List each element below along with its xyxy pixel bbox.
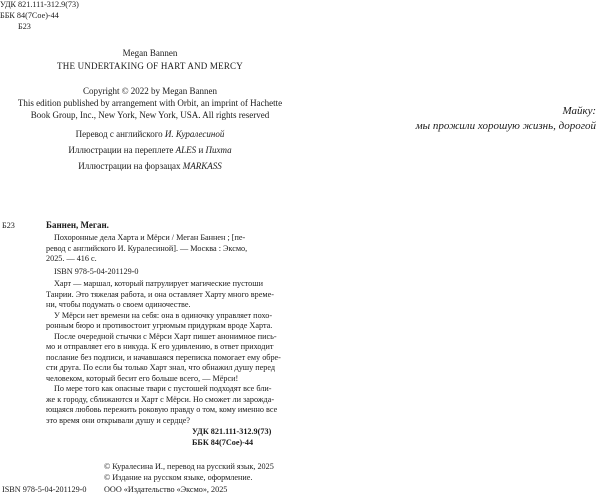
annotation-line: послание без подписи, и начавшаяся переписка помогает ему обре- bbox=[46, 352, 281, 362]
annotation-line: ронным бюро и противостоит угрюмым придуркам вроде Харта. bbox=[46, 321, 273, 330]
dedication-line-1: Майку: bbox=[562, 105, 596, 117]
catalog-line: 2025. — 416 с. bbox=[46, 254, 97, 263]
annotation-line: После очередной стычки с Мёрси Харт пишет анонимное пись- bbox=[54, 331, 277, 341]
annotation-line: это время они открывали душу и сердце? bbox=[46, 415, 191, 425]
catalog-heading: Баннен, Меган. bbox=[46, 220, 109, 230]
annotation bbox=[46, 279, 296, 426]
annotation-line: мо и отправляет его в никуда. К его удивлению, в ответ приходит bbox=[46, 342, 274, 351]
cover-illustration-credit bbox=[0, 145, 300, 156]
annotation-line: ющаяся любовь пережить роковую правду о том, кому именно все bbox=[46, 405, 278, 414]
endpaper-artist: MARKASS bbox=[182, 161, 222, 171]
cover-artist-1: ALES bbox=[175, 145, 197, 155]
endpaper-illustration-credit bbox=[0, 161, 300, 172]
endpaper-label: Иллюстрации на форзацах bbox=[78, 161, 183, 171]
cover-artist-2: Пихта bbox=[205, 145, 232, 155]
translator-credit bbox=[0, 129, 300, 140]
annotation-line: сти друга. По если бы только Харт знал, что обнажил душу перед bbox=[46, 363, 276, 372]
copyright-ru-line-1: © Куралесина И., перевод на русский язык, 2025 bbox=[104, 462, 274, 471]
annotation-line: У Мёрси нет времени на себя: она в одиночку управляет похо- bbox=[54, 310, 273, 320]
cover-and: и bbox=[196, 145, 206, 155]
annotation-line: же к городу, сближаются и Харт с Мёрси. Но сможет ли зарожда- bbox=[46, 394, 275, 404]
original-author: Megan Bannen bbox=[122, 48, 178, 58]
dedication-page bbox=[300, 0, 600, 499]
catalog-line: ревод с английского И. Куралесиной]. — Москва : Эксмо, bbox=[46, 243, 248, 253]
original-title: THE UNDERTAKING OF HART AND MERCY bbox=[57, 61, 243, 71]
dedication-line-2: мы прожили хорошую жизнь, дорогой bbox=[415, 120, 596, 132]
annotation-line: ни, чтобы подумать о своем одиночестве. bbox=[46, 300, 191, 309]
catalog-description bbox=[46, 233, 296, 265]
copyright-ru-line-3: ООО «Издательство «Эксмо», 2025 bbox=[104, 485, 228, 494]
translator-name: И. Куралесиной bbox=[164, 129, 225, 139]
isbn-bottom: ISBN 978-5-04-201129-0 bbox=[2, 485, 87, 494]
author-mark-top: Б23 bbox=[18, 22, 31, 31]
udk-code-top: УДК 821.111-312.9(73) bbox=[0, 0, 79, 9]
bbk-code-top: ББК 84(7Сое)-44 bbox=[0, 11, 59, 20]
translator-label: Перевод с английского bbox=[75, 129, 165, 139]
copyright-en: Copyright © 2022 by Megan Bannen bbox=[82, 86, 218, 96]
catalog-isbn: ISBN 978-5-04-201129-0 bbox=[54, 267, 139, 276]
copyright-ru-line-2: © Издание на русском языке, оформление. bbox=[104, 473, 253, 482]
edition-note-line-2: Book Group, Inc., New York, New York, USA. All rights reserved bbox=[30, 110, 270, 120]
annotation-line: Танрии. Это тяжелая работа, и она оставляет Харту много време- bbox=[46, 289, 274, 299]
catalog-line: Похоронные дела Харта и Мёрси / Меган Баннен ; [пе- bbox=[54, 233, 246, 242]
udk-code-bottom: УДК 821.111-312.9(73) bbox=[192, 427, 272, 436]
edition-note-line-1: This edition published by arrangement with Orbit, an imprint of Hachette bbox=[17, 98, 283, 108]
cover-label: Иллюстрации на переплете bbox=[68, 145, 176, 155]
annotation-line: Харт — маршал, который патрулирует магические пустоши bbox=[54, 279, 263, 288]
annotation-line: По мере того как опасные твари с пустошей подходят все бли- bbox=[54, 384, 272, 393]
bbk-code-bottom: ББК 84(7Сое)-44 bbox=[192, 438, 254, 447]
annotation-line: человеком, который бесит его больше всего, — Мёрси! bbox=[46, 373, 239, 383]
catalog-code: Б23 bbox=[2, 221, 15, 230]
